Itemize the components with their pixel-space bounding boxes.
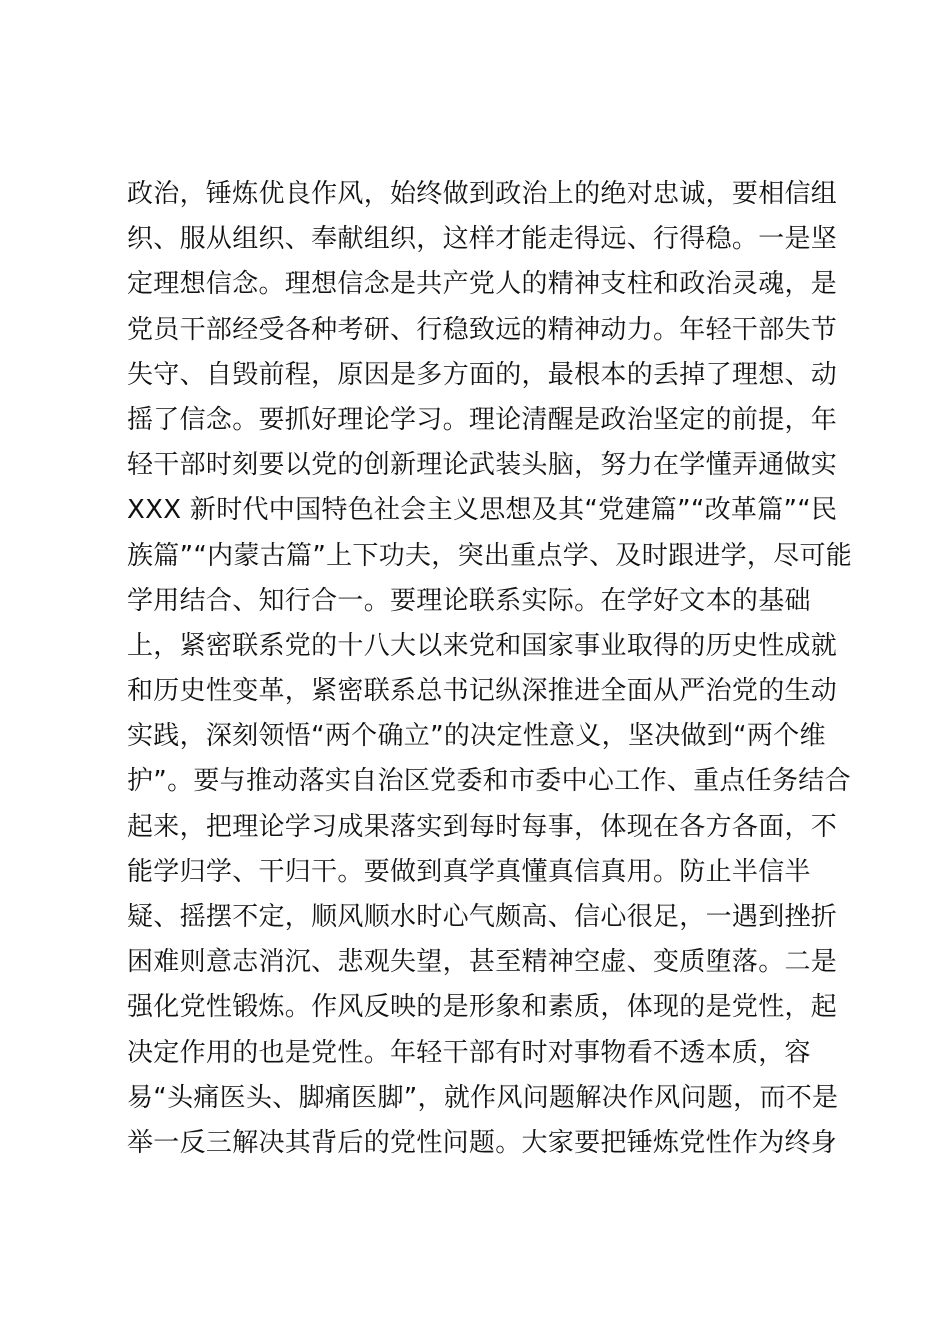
text-line: 族篇”“内蒙古篇”上下功夫，突出重点学、及时跟进学，尽可能 xyxy=(127,540,853,571)
text-line: 政治，锤炼优良作风，始终做到政治上的绝对忠诚，要相信组 xyxy=(127,179,838,209)
text-line: 疑、摇摆不定，顺风顺水时心气颇高、信心很足，一遇到挫折 xyxy=(127,902,838,932)
text-line: 起来，把理论学习成果落实到每时每事，体现在各方各面，不 xyxy=(127,811,838,842)
text-line: 定理想信念。理想信念是共产党人的精神支柱和政治灵魂，是 xyxy=(127,269,838,300)
body-paragraph xyxy=(127,172,853,1166)
text-line: 困难则意志消沉、悲观失望，甚至精神空虚、变质堕落。二是 xyxy=(127,947,838,978)
text-line: XXX 新时代中国特色社会主义思想及其“党建篇”“改革篇”“民 xyxy=(127,495,838,526)
text-line: 护”。要与推动落实自治区党委和市委中心工作、重点任务结合 xyxy=(127,766,851,797)
text-line: 举一反三解决其背后的党性问题。大家要把锤炼党性作为终身 xyxy=(127,1127,838,1158)
text-line: 上，紧密联系党的十八大以来党和国家事业取得的历史性成就 xyxy=(127,630,838,661)
text-line: 织、服从组织、奉献组织，这样才能走得远、行得稳。一是坚 xyxy=(127,224,838,255)
text-line: 易“头痛医头、脚痛医脚”，就作风问题解决作风问题，而不是 xyxy=(127,1082,839,1113)
text-line: 党员干部经受各种考研、行稳致远的精神动力。年轻干部失节 xyxy=(127,314,838,345)
text-line: 学用结合、知行合一。要理论联系实际。在学好文本的基础 xyxy=(127,585,811,616)
text-line: 实践，深刻领悟“两个确立”的决定性意义，坚决做到“两个维 xyxy=(127,721,826,752)
text-line: 失守、自毁前程，原因是多方面的，最根本的丢掉了理想、动 xyxy=(127,359,838,390)
text-line: 能学归学、干归干。要做到真学真懂真信真用。防止半信半 xyxy=(127,856,811,887)
text-line: 和历史性变革，紧密联系总书记纵深推进全面从严治党的生动 xyxy=(127,676,838,707)
text-line: 决定作用的也是党性。年轻干部有时对事物看不透本质，容 xyxy=(127,1037,811,1068)
text-line: 强化党性锻炼。作风反映的是形象和素质，体现的是党性，起 xyxy=(127,992,838,1023)
text-line: 轻干部时刻要以党的创新理论武装头脑，努力在学懂弄通做实 xyxy=(127,450,838,481)
text-line: 摇了信念。要抓好理论学习。理论清醒是政治坚定的前提，年 xyxy=(127,404,838,435)
